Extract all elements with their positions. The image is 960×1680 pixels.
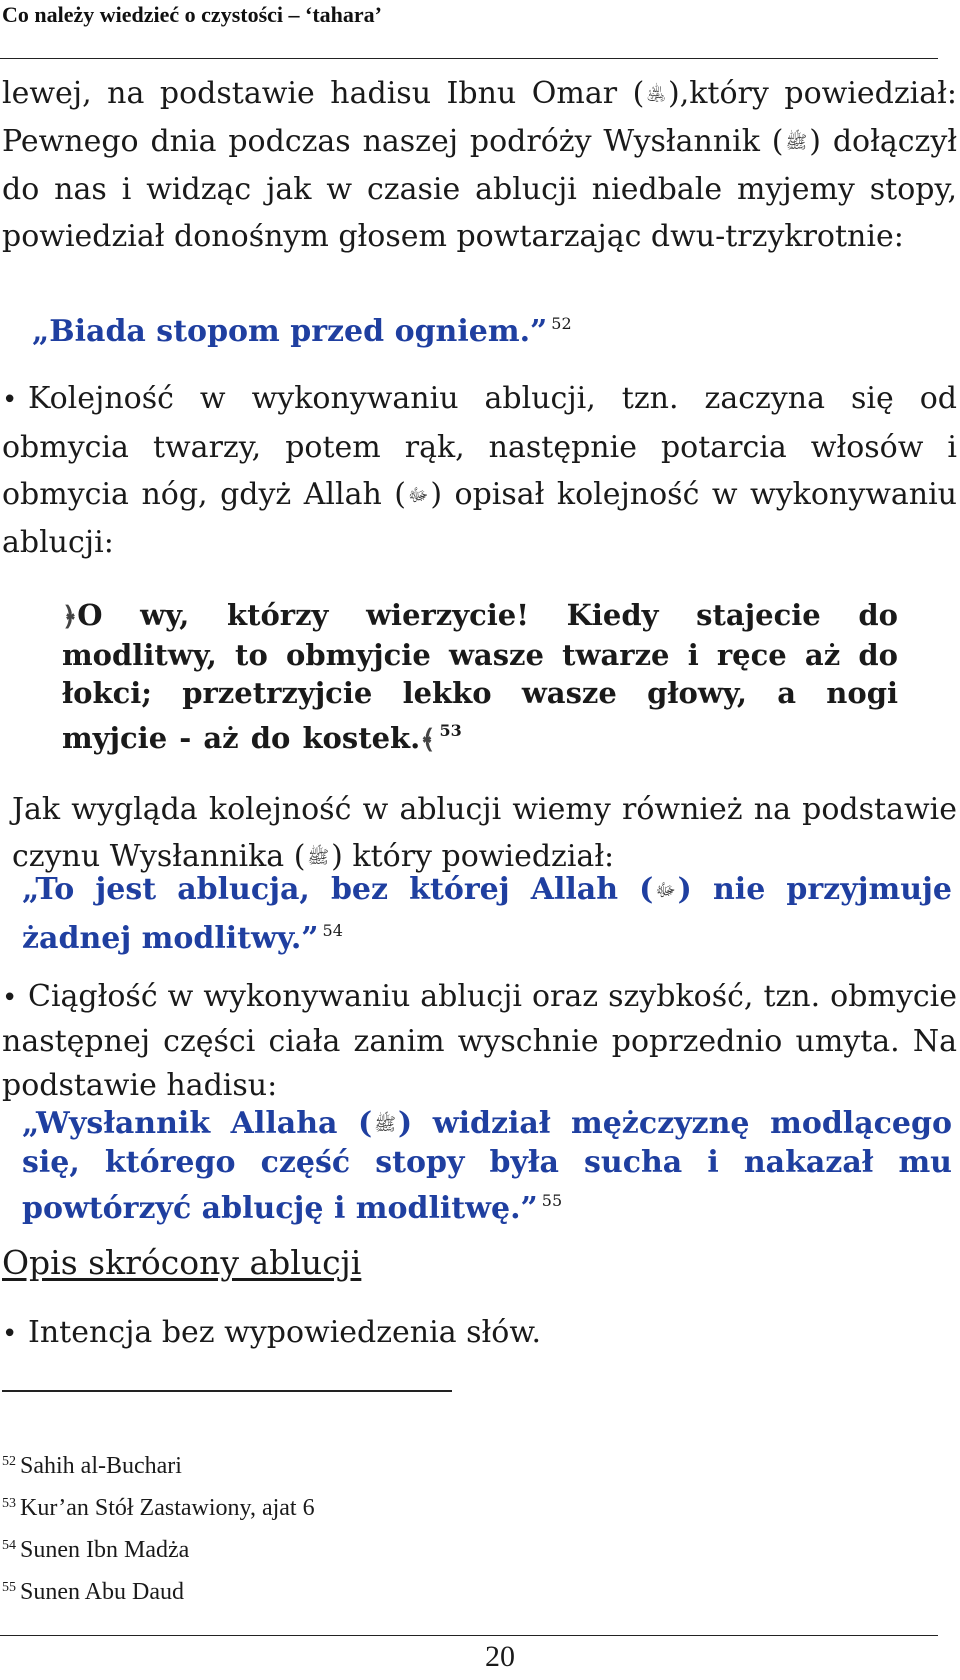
section-heading: Opis skrócony ablucji (2, 1243, 362, 1282)
ornate-open-bracket-icon: ﴿ (62, 602, 78, 632)
bullet-order (2, 375, 957, 566)
bullet-text: Intencja bez wypowiedzenia słów. (28, 1315, 541, 1350)
bullet-text: Kolejność w wykonywaniu ablucji, tzn. zaczyna się od obmycia twarzy, potem rąk, następnie potarcia włosów i obmycia nóg, gdyż Allah ( (2, 381, 957, 512)
honorific-saw-icon: ﷺ (785, 132, 808, 153)
footnote-ref[interactable]: 53 (439, 721, 462, 740)
footnote-number: 55 (2, 1580, 16, 1595)
honorific-saw-icon: ﷺ (374, 1114, 396, 1135)
footnote-item (2, 1569, 315, 1611)
quran-quote (62, 596, 898, 759)
honorific-saw-icon: ﷺ (307, 847, 330, 868)
honorific-allah-icon: ﷻ (655, 880, 676, 901)
footnote-item (2, 1527, 315, 1569)
bullet-continuity (2, 975, 957, 1108)
paragraph-order-deed (12, 786, 957, 881)
quote-text: „To jest ablucja, bez której Allah ( (22, 872, 654, 907)
footnotes (2, 1443, 315, 1611)
honorific-allah-icon: ﷻ (408, 485, 429, 506)
footnote-ref[interactable]: 54 (322, 921, 343, 940)
ornate-close-bracket-icon: ﴾ (420, 725, 436, 755)
footnote-number: 52 (2, 1454, 16, 1469)
bullet-intention (2, 1309, 957, 1358)
paragraph-hadith-intro (2, 70, 957, 260)
quran-text: O wy, którzy wierzycie! Kiedy stajecie do modlitwy, to obmyjcie wasze twarze i ręce aż do łokci; przetrzyjcie lekko wasze głowy, a nogi myjcie - aż do kostek. (62, 598, 898, 755)
quote-text: „Biada stopom przed ogniem.” (32, 314, 548, 349)
footnote-number: 53 (2, 1496, 16, 1511)
footnote-ref[interactable]: 55 (541, 1191, 563, 1210)
footnote-number: 54 (2, 1538, 16, 1553)
paragraph-text: ) który powiedział: (331, 839, 615, 874)
footnote-text: Kur’an Stół Zastawiony, ajat 6 (20, 1495, 315, 1521)
bullet-icon: • (2, 1319, 18, 1349)
footnote-item (2, 1443, 315, 1485)
honorific-ra-icon: ﵁ (646, 84, 666, 105)
quote-ablution (22, 870, 952, 959)
quote-text: „Wysłannik Allaha ( (22, 1106, 373, 1141)
quote-text: ) widział mężczyznę modlącego się, którego część stopy była sucha i nakazał mu powtórzyć ablucję i modlitwę.” (22, 1106, 952, 1226)
bullet-text: Ciągłość w wykonywaniu ablucji oraz szybkość, tzn. obmycie następnej części ciała zanim wyschnie poprzednio umyta. Na podstawie hadisu: (2, 979, 957, 1103)
footnote-text: Sunen Ibn Madża (20, 1537, 190, 1563)
footnote-text: Sahih al-Buchari (20, 1453, 182, 1479)
paragraph-text: Jak wygląda kolejność w ablucji wiemy również na podstawie czynu Wysłannika ( (12, 792, 957, 874)
footer-rule (0, 1635, 938, 1636)
footnote-ref[interactable]: 52 (551, 314, 572, 333)
quote-biada (32, 300, 960, 355)
running-title: Co należy wiedzieć o czystości – ‘tahara’ (2, 2, 383, 27)
footnote-item (2, 1485, 315, 1527)
paragraph-text: ),który powiedział: Pewnego dnia podczas naszej podróży Wysłannik ( (2, 76, 957, 159)
header-rule (0, 58, 938, 59)
paragraph-text: ) dołączył do nas i widząc jak w czasie ablucji niedbale myjemy stopy, powiedział donośnym głosem powtarzając dwu-trzykrotnie: (2, 124, 957, 254)
quote-text: ) nie przyjmuje żadnej modlitwy.” (22, 872, 953, 956)
page-number: 20 (485, 1640, 515, 1673)
footnote-separator (2, 1390, 452, 1392)
paragraph-text: lewej, na podstawie hadisu Ibnu Omar ( (2, 76, 645, 111)
footnote-text: Sunen Abu Daud (20, 1579, 184, 1605)
bullet-icon: • (2, 385, 18, 415)
bullet-text: ) opisał kolejność w wykonywaniu ablucji: (2, 477, 957, 560)
quote-messenger (22, 1105, 952, 1228)
bullet-icon: • (2, 983, 18, 1013)
